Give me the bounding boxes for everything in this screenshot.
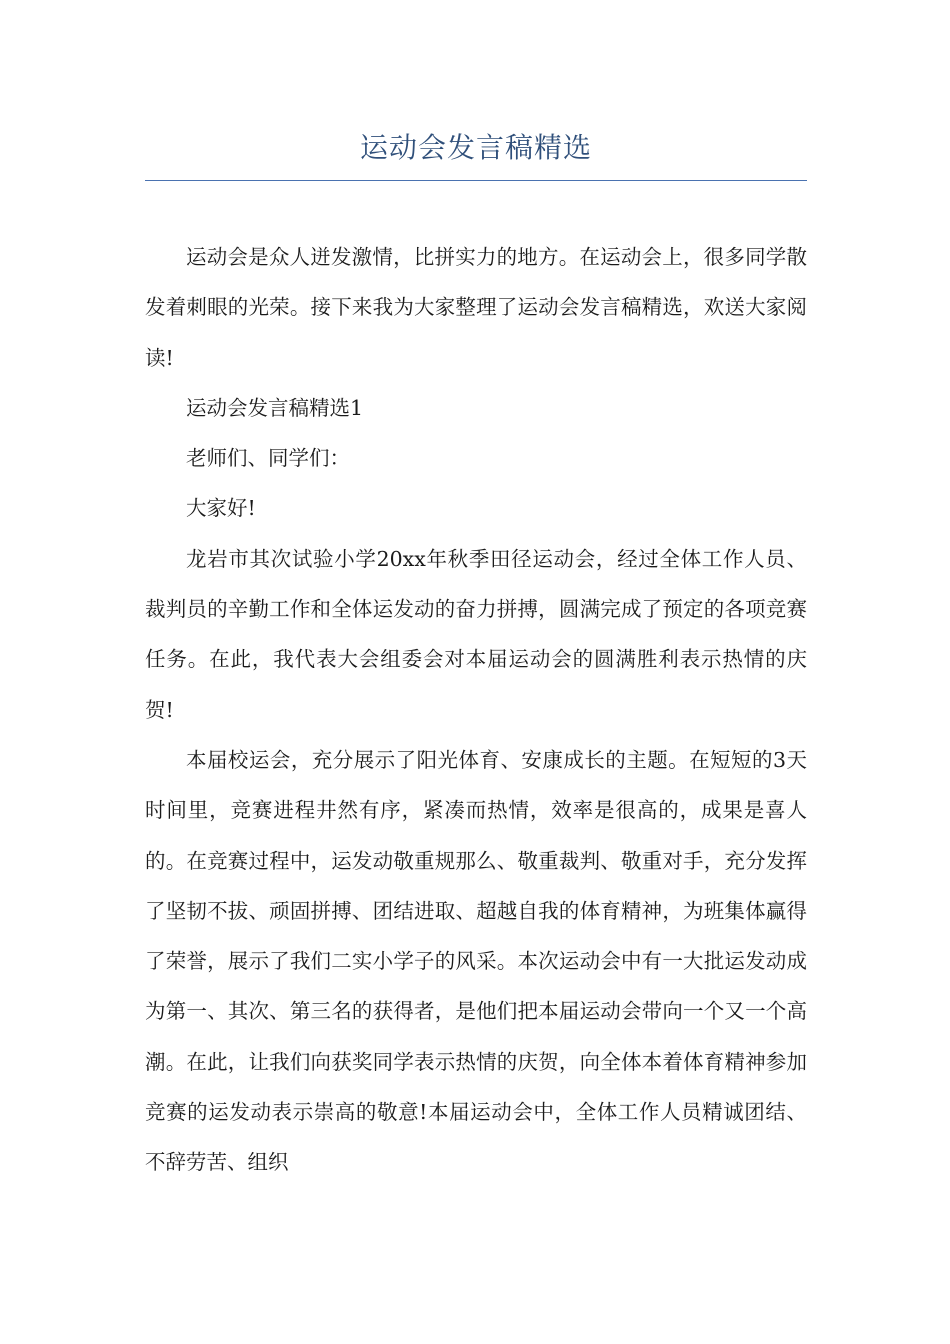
document-title: 运动会发言稿精选 bbox=[359, 131, 592, 164]
paragraph-section-heading: 运动会发言稿精选1 bbox=[186, 395, 364, 420]
paragraph-body-2: 本届校运会，充分展示了阳光体育、安康成长的主题。在短短的3天时间里，竞赛进程井然有序，紧凑而热情，效率是很高的，成果是喜人的。在竞赛过程中，运发动敬重规那么、敬重裁判、敬重对手，充分发挥了坚韧不拔、顽固拼搏、团结进取、超越自我的体育精神，为班集体赢得了荣誉，展示了我们二实小学子的风采。本次运动会中有一大批运发动成为第一、其次、第三名的获得者，是他们把本届运动会带向一个又一个高潮。在此，让我们向获奖同学表示热情的庆贺，向全体本着体育精神参加竞赛的运发动表示崇高的敬意!本届运动会中，全体工作人员精诚团结、不辞劳苦、组织 bbox=[145, 747, 807, 1175]
paragraph-greeting: 大家好! bbox=[186, 496, 256, 521]
paragraph-salutation: 老师们、同学们： bbox=[186, 446, 350, 471]
paragraph-body-1: 龙岩市其次试验小学20xx年秋季田径运动会，经过全体工作人员、裁判员的辛勤工作和全体运发动的奋力拼搏，圆满完成了预定的各项竞赛任务。在此，我代表大会组委会对本届运动会的圆满胜利表示热情的庆贺! bbox=[145, 546, 807, 722]
title-divider bbox=[145, 180, 807, 181]
paragraph-intro: 运动会是众人迸发激情，比拼实力的地方。在运动会上，很多同学散发着刺眼的光荣。接下来我为大家整理了运动会发言稿精选，欢送大家阅读! bbox=[145, 245, 807, 370]
document-body bbox=[145, 232, 807, 1188]
